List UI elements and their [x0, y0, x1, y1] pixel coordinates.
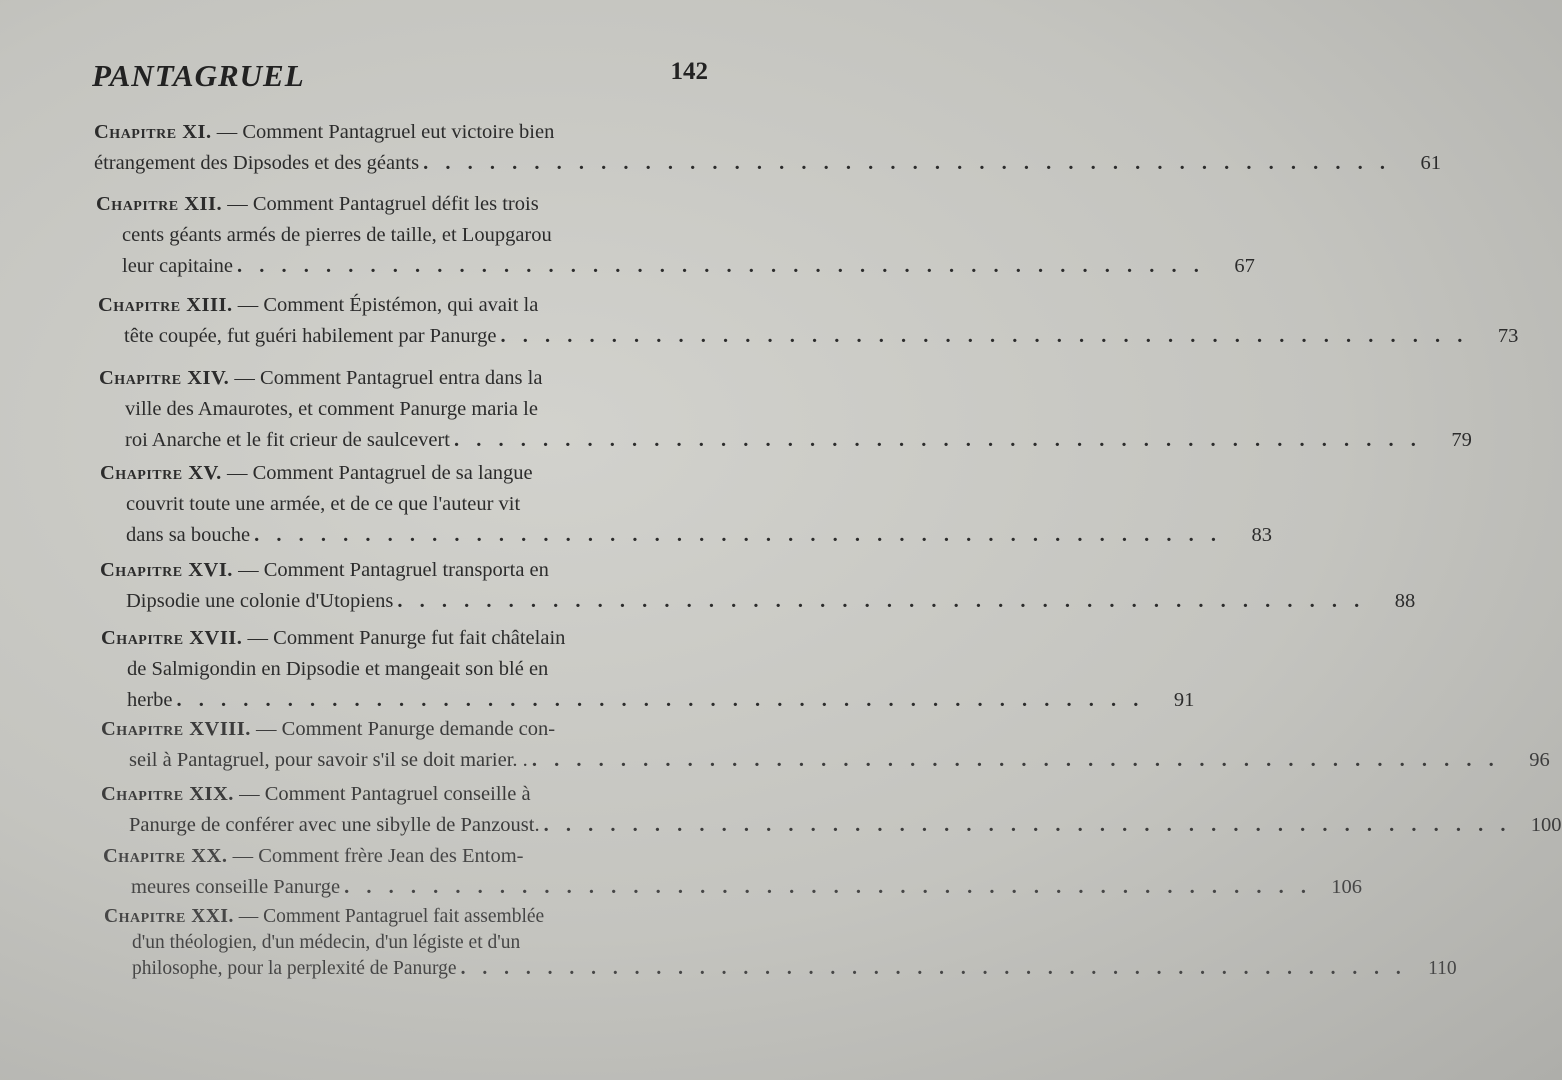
toc-entry-chapter-xiv [99, 363, 1472, 456]
dot-leader: . . . . . . . . . . . . . . . . . . . . . . . . . . . . . . . . . . . . . . . . . . . . [236, 255, 1205, 277]
dot-leader: . . . . . . . . . . . . . . . . . . . . . . . . . . . . . . . . . . . . . . . . . . . . [254, 524, 1222, 546]
entry-page-number: 96 [1529, 749, 1550, 771]
dot-leader: . . . . . . . . . . . . . . . . . . . . . . . . . . . . . . . . . . . . . . . . . . . . [500, 325, 1469, 347]
entry-title-line: étrangement des Dipsodes et des géants [94, 152, 420, 174]
chapter-label: Chapitre XXI. [104, 906, 234, 927]
entry-title-line: seil à Pantagruel, pour savoir s'il se doit marier. . [129, 749, 528, 771]
entry-title-line: cents géants armés de pierres de taille, et Loupgarou [122, 224, 552, 246]
entry-title-line: — Comment frère Jean des Entom- [232, 845, 524, 867]
toc-entry-chapter-xii [96, 189, 1255, 282]
dot-leader: . . . . . . . . . . . . . . . . . . . . . . . . . . . . . . . . . . . . . . . . . . . . [543, 814, 1512, 836]
dot-leader: . . . . . . . . . . . . . . . . . . . . . . . . . . . . . . . . . . . . . . . . . . . . [176, 689, 1145, 711]
entry-title-line: herbe [127, 689, 173, 711]
entry-page-number: 61 [1420, 152, 1441, 174]
entry-page-number: 67 [1234, 255, 1255, 277]
entry-title-line: roi Anarche et le fit crieur de saulcevert [125, 429, 450, 451]
chapter-label: Chapitre XVI. [100, 559, 233, 581]
chapter-label: Chapitre XI. [94, 121, 212, 143]
page-number: 142 [670, 58, 708, 85]
entry-title-line: philosophe, pour la perplexité de Panurge [132, 958, 457, 979]
chapter-label: Chapitre XVII. [101, 627, 243, 649]
entry-title-line: — Comment Pantagruel défit les trois [227, 193, 539, 215]
entry-title-line: — Comment Panurge demande con- [256, 718, 556, 740]
entry-page-number: 79 [1451, 429, 1472, 451]
entry-title-line: tête coupée, fut guéri habilement par Panurge [124, 325, 497, 347]
entry-title-line: leur capitaine [122, 255, 233, 277]
entry-title-line: — Comment Pantagruel fait assemblée [238, 906, 545, 927]
dot-leader: . . . . . . . . . . . . . . . . . . . . . . . . . . . . . . . . . . . . . . . . . . . . [454, 429, 1422, 451]
dot-leader: . . . . . . . . . . . . . . . . . . . . . . . . . . . . . . . . . . . . . . . . . . . . [531, 749, 1500, 771]
dot-leader: . . . . . . . . . . . . . . . . . . . . . . . . . . . . . . . . . . . . . . . . . . . . [423, 152, 1391, 174]
toc-entry-chapter-xxi [104, 904, 1457, 982]
chapter-label: Chapitre XV. [100, 462, 222, 484]
entry-title-line: — Comment Pantagruel entra dans la [234, 367, 543, 389]
entry-page-number: 91 [1173, 689, 1195, 711]
toc-entry-chapter-xx [103, 841, 1362, 903]
running-title: PANTAGRUEL [92, 58, 305, 93]
dot-leader: . . . . . . . . . . . . . . . . . . . . . . . . . . . . . . . . . . . . . . . . . . . . [460, 958, 1407, 979]
entry-title-line: ville des Amaurotes, et comment Panurge maria le [125, 398, 538, 420]
entry-title-line: — Comment Pantagruel transporta en [238, 559, 549, 581]
entry-page-number: 106 [1331, 876, 1362, 898]
entry-title-line: — Comment Pantagruel de sa langue [226, 462, 533, 484]
dot-leader: . . . . . . . . . . . . . . . . . . . . . . . . . . . . . . . . . . . . . . . . . . . . [344, 876, 1312, 898]
entry-page-number: 73 [1497, 325, 1519, 347]
entry-title-line: de Salmigondin en Dipsodie et mangeait son blé en [127, 658, 549, 680]
toc-entry-chapter-xi [94, 117, 1441, 179]
chapter-label: Chapitre XII. [96, 193, 223, 215]
entry-title-line: — Comment Panurge fut fait châtelain [247, 627, 566, 649]
chapter-label: Chapitre XVIII. [101, 718, 251, 740]
entry-page-number: 100 [1530, 814, 1562, 836]
entry-title-line: Dipsodie une colonie d'Utopiens [126, 590, 394, 612]
entry-title-line: Panurge de conférer avec une sibylle de Panzoust. [129, 814, 540, 836]
chapter-label: Chapitre XIII. [98, 294, 233, 316]
entry-title-line: — Comment Épistémon, qui avait la [237, 294, 539, 316]
entry-title-line: — Comment Pantagruel eut victoire bien [216, 121, 555, 143]
entry-title-line: d'un théologien, d'un médecin, d'un légiste et d'un [132, 932, 521, 953]
entry-page-number: 110 [1428, 958, 1457, 979]
entry-title-line: couvrit toute une armée, et de ce que l'auteur vit [126, 493, 521, 515]
entry-title-line: — Comment Pantagruel conseille à [239, 783, 531, 805]
chapter-label: Chapitre XIX. [101, 783, 234, 805]
toc-entry-chapter-xiii [98, 290, 1519, 352]
entry-title-line: dans sa bouche [126, 524, 251, 546]
toc-entry-chapter-xix [101, 779, 1562, 841]
chapter-label: Chapitre XX. [103, 845, 228, 867]
entry-title-line: meures conseille Panurge [131, 876, 341, 898]
entry-page-number: 83 [1251, 524, 1272, 546]
toc-entry-chapter-xv [100, 458, 1272, 551]
toc-entry-chapter-xvii [101, 623, 1195, 716]
toc-entry-chapter-xvi [100, 555, 1416, 617]
dot-leader: . . . . . . . . . . . . . . . . . . . . . . . . . . . . . . . . . . . . . . . . . . . . [397, 590, 1366, 612]
toc-entry-chapter-xviii [101, 714, 1550, 776]
entry-page-number: 88 [1394, 590, 1416, 612]
chapter-label: Chapitre XIV. [99, 367, 230, 389]
